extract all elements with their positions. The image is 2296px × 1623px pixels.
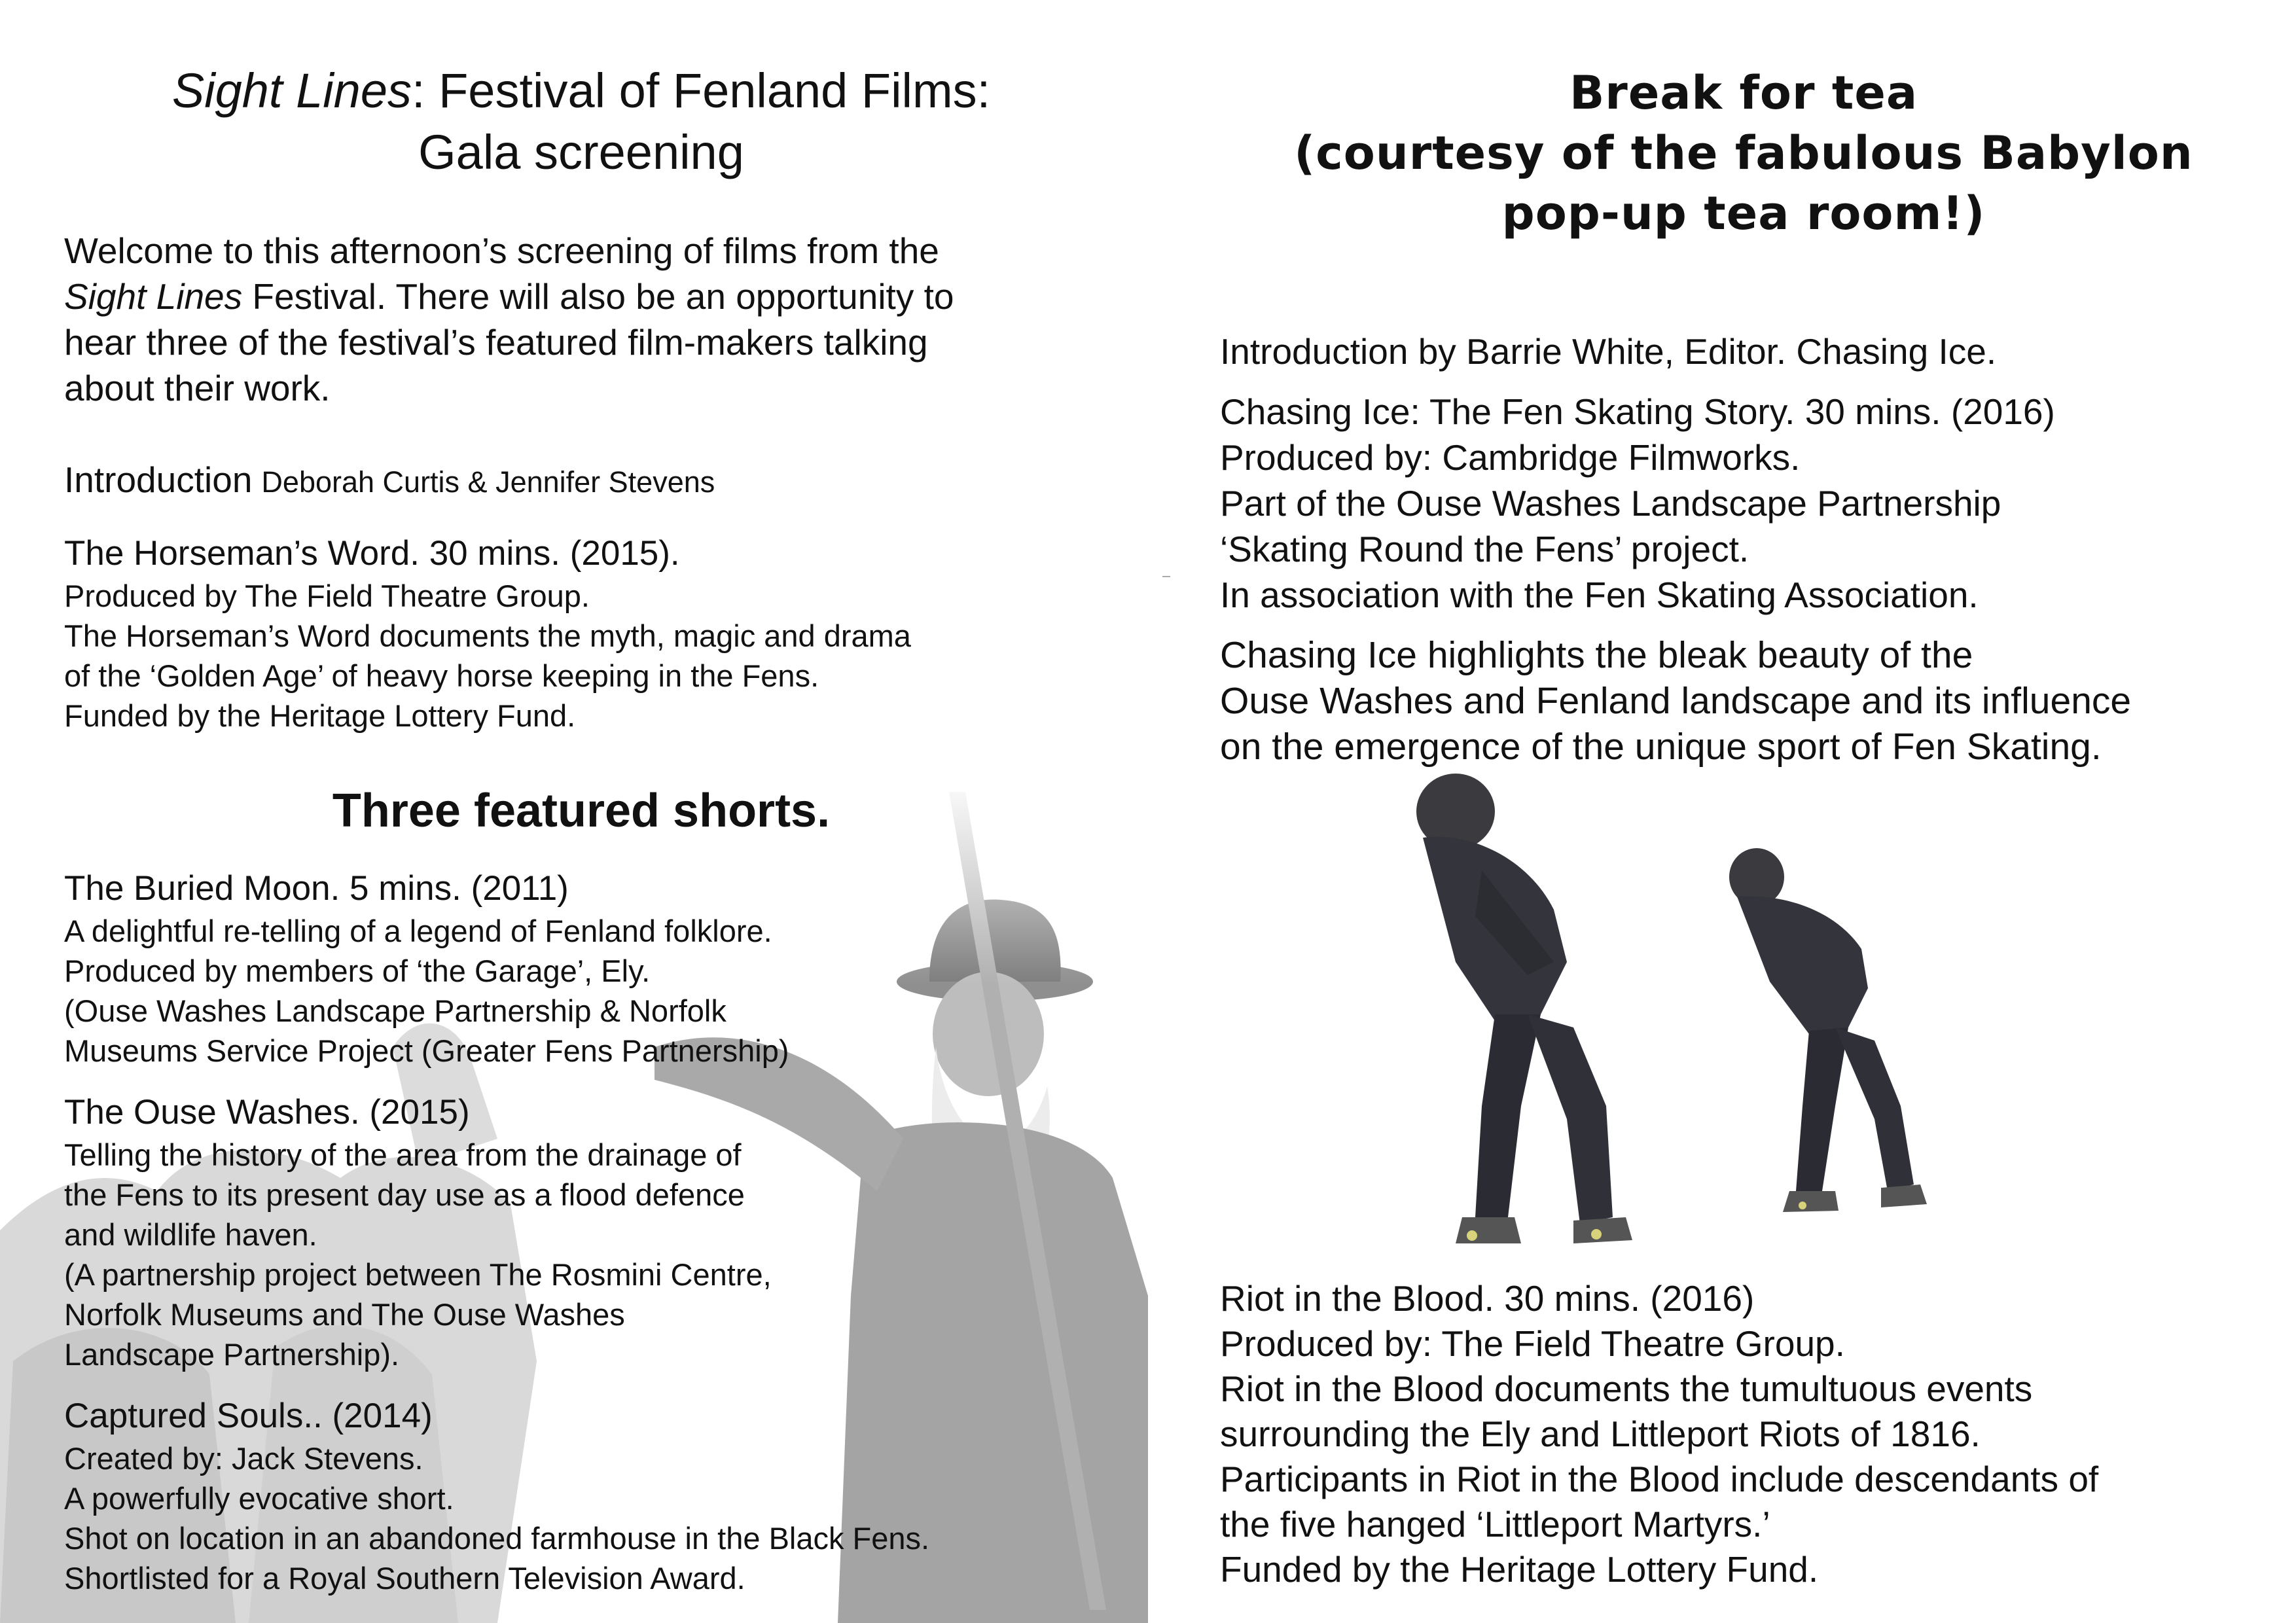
page-title [64, 60, 1098, 183]
film-title: Riot in the Blood [1220, 1278, 1484, 1319]
tea-line-3: pop-up tea room!) [1501, 187, 1986, 240]
film-heading [1220, 389, 2267, 435]
description-line: and wildlife haven. [64, 1217, 317, 1252]
description-line: Riot in the Blood documents the tumultuous events [1220, 1368, 2033, 1409]
introduction-people: Deborah Curtis & Jennifer Stevens [261, 465, 715, 499]
description-line: Telling the history of the area from the drainage of [64, 1137, 742, 1172]
section-title-shorts: Three featured shorts. [332, 785, 831, 837]
description-line: surrounding the Ely and Littleport Riots of 1816. [1220, 1414, 1981, 1454]
introduction-label: Introduction [64, 459, 253, 500]
description-line: ‘Skating Round the Fens’ project. [1220, 529, 1749, 569]
film-meta: (2015) [359, 1093, 470, 1132]
film-title: Chasing Ice: The Fen Skating Story [1220, 391, 1785, 432]
film-heading [64, 1090, 1098, 1135]
right-content [1220, 63, 2267, 770]
introduction-line [64, 457, 1098, 505]
description-line: Landscape Partnership). [64, 1337, 400, 1372]
description-line: Funded by the Heritage Lottery Fund. [1220, 1549, 1819, 1590]
film-meta: . 30 mins. (2016) [1785, 391, 2055, 432]
center-fold-mark [1162, 576, 1170, 577]
film-heading [1220, 1276, 2280, 1321]
description-line: Produced by: The Field Theatre Group. [1220, 1323, 1845, 1364]
film-heading [64, 1394, 1098, 1438]
description-line: The Horseman’s Word documents the myth, magic and drama [64, 618, 911, 653]
description-line: the Fens to its present day use as a flood defence [64, 1177, 745, 1212]
description-line: (Ouse Washes Landscape Partnership & Norfolk [64, 993, 726, 1028]
film-description [64, 576, 1098, 736]
left-content [64, 60, 1098, 1598]
description-line: Museums Service Project (Greater Fens Partnership) [64, 1033, 789, 1068]
chasing-ice-name: Chasing Ice [1220, 634, 1418, 676]
film-description [64, 911, 1098, 1071]
paragraph-line-3: on the emergence of the unique sport of Fen Skating. [1220, 726, 2102, 768]
fen-skaters-photo [1364, 766, 2084, 1263]
film-title: Captured Souls. [64, 1397, 314, 1435]
chasing-ice-introduction: Introduction by Barrie White, Editor. Chasing Ice. [1220, 331, 1997, 372]
description-line: Produced by members of ‘the Garage’, Ely. [64, 954, 651, 988]
title-line-2: Gala screening [418, 125, 744, 179]
description-line: of the ‘Golden Age’ of heavy horse keeping in the Fens. [64, 658, 819, 693]
skater-2 [1729, 848, 1927, 1212]
film-riot-in-the-blood [1220, 1276, 2280, 1592]
tea-line-1: Break for tea [1569, 66, 1918, 120]
film-title: The Horseman’s Word [64, 534, 410, 573]
right-page [1148, 0, 2296, 1623]
welcome-italic: Sight Lines [64, 276, 243, 317]
welcome-paragraph [64, 228, 1098, 411]
welcome-line-2: Festival. There will also be an opportunity to [242, 276, 954, 317]
tea-break-heading [1220, 63, 2267, 243]
description-line: Shot on location in an abandoned farmhouse in the Black Fens. [64, 1521, 930, 1556]
description-line: Produced by The Field Theatre Group. [64, 579, 590, 613]
film-heading [64, 866, 1098, 911]
skater-1 [1416, 774, 1632, 1243]
film-chasing-ice [1220, 389, 2267, 618]
film-meta: . 30 mins. (2015). [410, 534, 680, 573]
film-title: The Ouse Washes. [64, 1093, 360, 1132]
film-meta: . (2014) [313, 1397, 433, 1435]
paragraph-line-1: highlights the bleak beauty of the [1417, 634, 1973, 676]
film-buried-moon [64, 866, 1098, 1071]
chasing-ice-paragraph [1220, 632, 2267, 770]
film-heading [64, 531, 1098, 576]
description-line: Produced by: Cambridge Filmworks. [1220, 437, 1801, 478]
film-description [64, 1135, 1098, 1374]
paragraph-line-2: Ouse Washes and Fenland landscape and its influence [1220, 680, 2132, 722]
film-meta: . 30 mins. (2016) [1484, 1278, 1755, 1319]
description-line: Participants in Riot in the Blood include descendants of [1220, 1459, 2099, 1499]
description-line: Part of the Ouse Washes Landscape Partnership [1220, 483, 2001, 524]
description-line: A delightful re-telling of a legend of Fenland folklore. [64, 914, 772, 948]
description-line: (A partnership project between The Rosmini Centre, [64, 1257, 772, 1292]
description-line: Funded by the Heritage Lottery Fund. [64, 698, 576, 733]
title-rest: : Festival of Fenland Films: [411, 63, 991, 118]
description-line: A powerfully evocative short. [64, 1481, 454, 1516]
film-horsemans-word [64, 531, 1098, 736]
description-line: In association with the Fen Skating Association. [1220, 575, 1979, 615]
film-description [64, 1438, 1098, 1598]
description-line: Shortlisted for a Royal Southern Television Award. [64, 1561, 745, 1596]
title-italic: Sight Lines [171, 63, 412, 118]
welcome-line-4: about their work. [64, 368, 331, 408]
welcome-line-1: Welcome to this afternoon’s screening of films from the [64, 230, 939, 271]
film-meta: . 5 mins. (2011) [330, 869, 569, 908]
description-line: Norfolk Museums and The Ouse Washes [64, 1297, 625, 1332]
tea-line-2: (courtesy of the fabulous Babylon [1294, 126, 2193, 180]
film-ouse-washes [64, 1090, 1098, 1374]
welcome-line-3: hear three of the festival’s featured film-makers talking [64, 322, 928, 363]
film-captured-souls [64, 1394, 1098, 1598]
description-line: the five hanged ‘Littleport Martyrs.’ [1220, 1504, 1770, 1544]
description-line: Created by: Jack Stevens. [64, 1441, 423, 1476]
film-title: The Buried Moon [64, 869, 331, 908]
